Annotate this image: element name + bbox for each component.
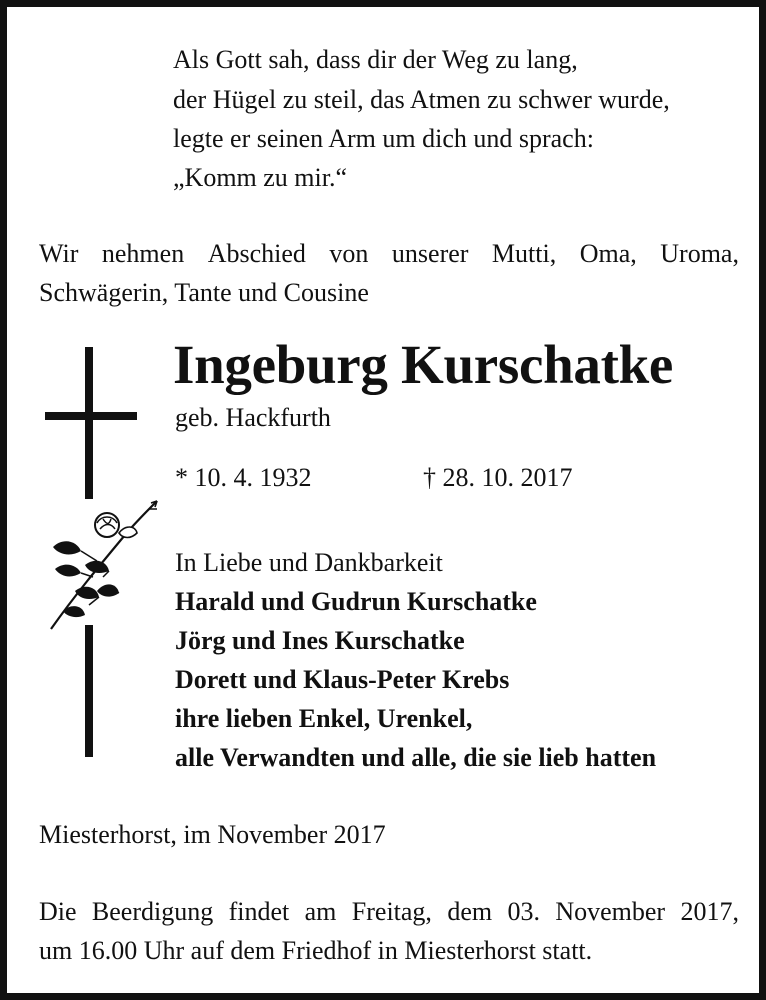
intro-line-2: Schwägerin, Tante und Cousine (39, 278, 369, 307)
funeral-word: Die (39, 897, 77, 926)
intro-word: nehmen (101, 239, 185, 268)
mourner-line: alle Verwandten und alle, die sie lieb hatten (175, 743, 657, 772)
funeral-line-2: um 16.00 Uhr auf dem Friedhof in Miesterhorst statt. (39, 936, 593, 965)
mourner-line: ihre lieben Enkel, Urenkel, (175, 704, 473, 733)
poem-line-3: legte er seinen Arm um dich und sprach: (173, 124, 594, 153)
mourner-line: Harald und Gudrun Kurschatke (175, 587, 537, 616)
intro-word: Mutti, (491, 239, 557, 268)
mourner-line: Dorett und Klaus-Peter Krebs (175, 665, 510, 694)
cross-horizontal-bar (45, 412, 137, 420)
maiden-name: geb. Hackfurth (175, 403, 331, 432)
funeral-word: November (555, 897, 666, 926)
intro-line-1 (39, 241, 739, 267)
intro-word: von (329, 239, 369, 268)
cross-vertical-bar (85, 347, 93, 499)
funeral-word: 2017, (680, 897, 739, 926)
intro-word: Oma, (579, 239, 637, 268)
funeral-word: 03. (507, 897, 540, 926)
poem-line-1: Als Gott sah, dass dir der Weg zu lang, (173, 45, 578, 74)
mourner-line: Jörg und Ines Kurschatke (175, 626, 465, 655)
poem-line-4: „Komm zu mir.“ (173, 163, 348, 192)
funeral-word: am (304, 897, 337, 926)
intro-word: Abschied (207, 239, 306, 268)
mourners-intro: In Liebe und Dankbarkeit (175, 548, 443, 577)
cross-lower-bar (85, 625, 93, 757)
birth-date: * 10. 4. 1932 (175, 463, 312, 492)
funeral-word: Freitag, (351, 897, 432, 926)
rose-icon (45, 495, 165, 635)
funeral-line-1 (39, 899, 739, 925)
deceased-name: Ingeburg Kurschatke (173, 334, 674, 395)
intro-word: Uroma, (660, 239, 739, 268)
funeral-word: Beerdigung (91, 897, 214, 926)
intro-word: unserer (391, 239, 469, 268)
funeral-word: dem (447, 897, 493, 926)
poem-line-2: der Hügel zu steil, das Atmen zu schwer wurde, (173, 85, 670, 114)
intro-word: Wir (39, 239, 79, 268)
death-date: † 28. 10. 2017 (423, 463, 573, 492)
place-date: Miesterhorst, im November 2017 (39, 820, 386, 849)
funeral-word: findet (228, 897, 290, 926)
